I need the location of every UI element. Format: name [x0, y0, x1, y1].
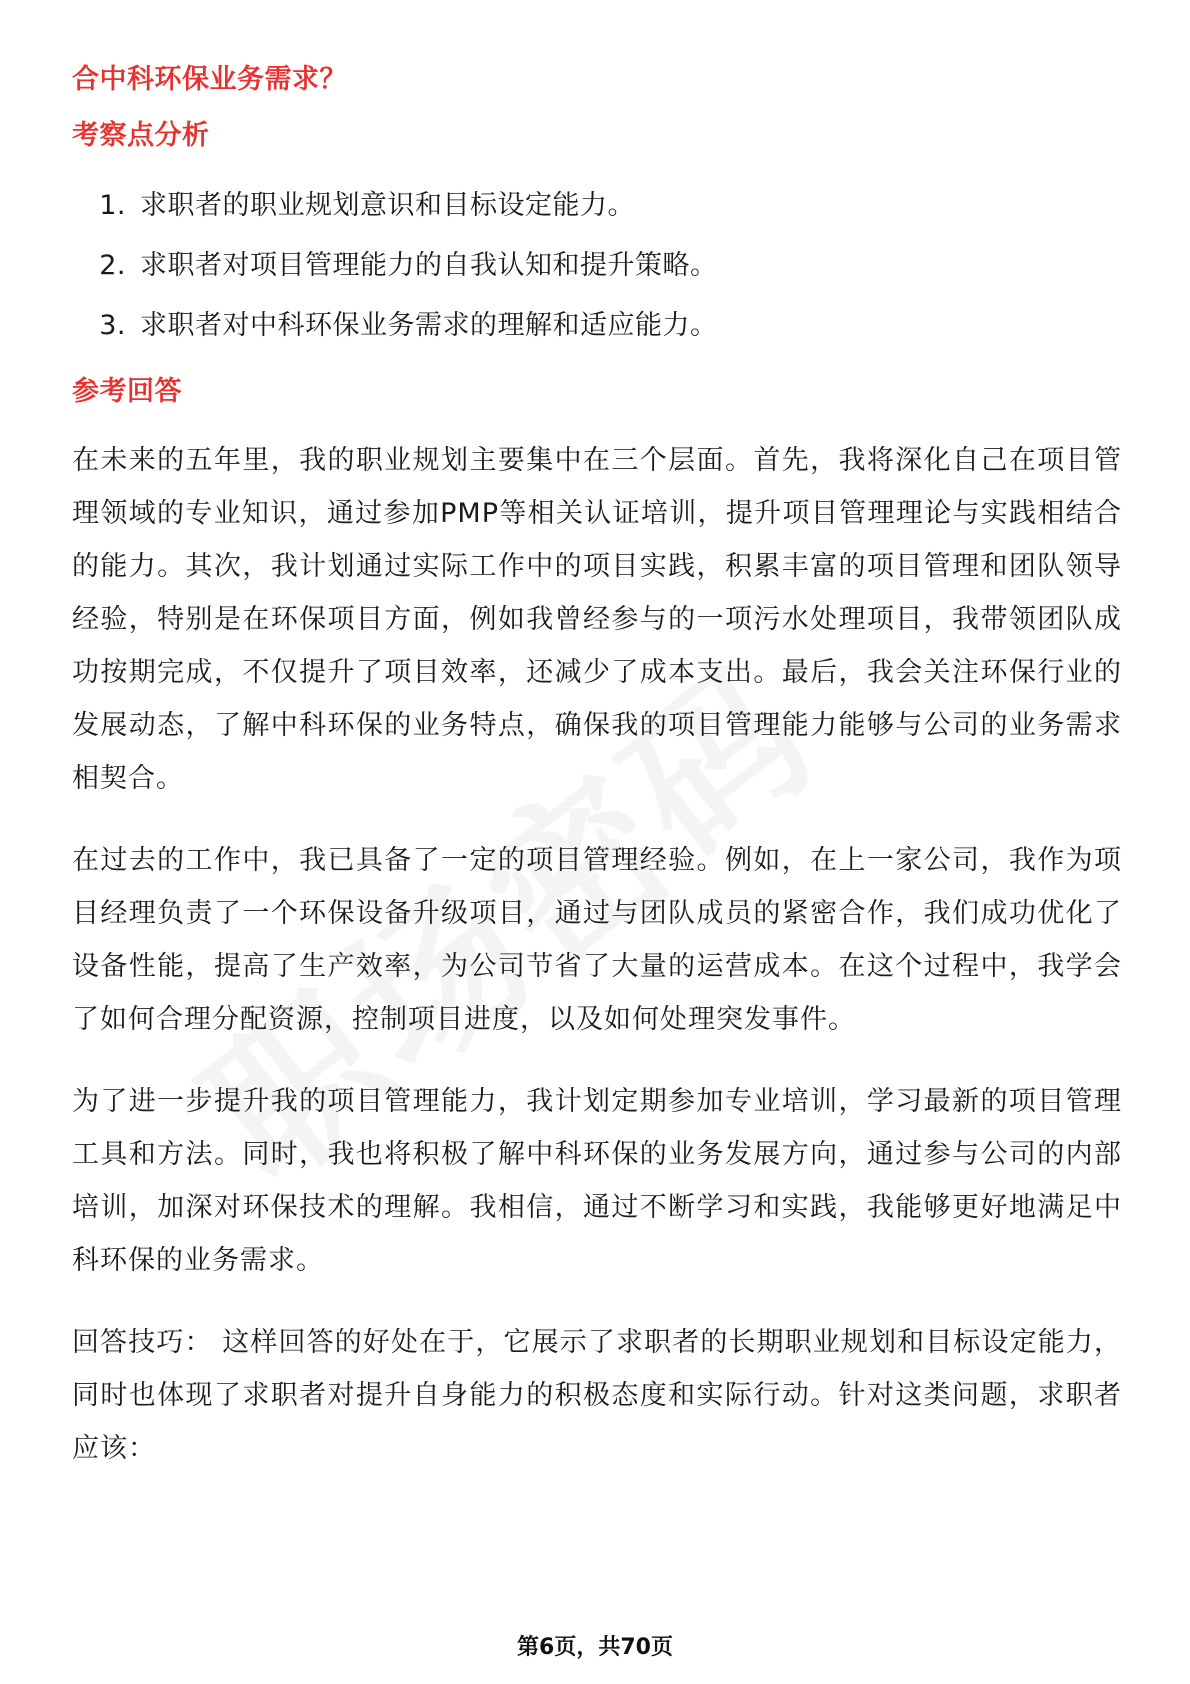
- page-content: [72, 52, 1122, 1504]
- list-item-text: 求职者对项目管理能力的自我认知和提升策略。: [140, 250, 718, 281]
- question-heading-continued: 合中科环保业务需求？: [72, 64, 347, 95]
- answer-paragraph-1: 在未来的五年里，我的职业规划主要集中在三个层面。首先，我将深化自己在项目管理领域的专业知识，通过参加PMP等相关认证培训，提升项目管理理论与实践相结合的能力。其次，我计划通过实际工作中的项目实践，积累丰富的项目管理和团队领导经验，特别是在环保项目方面，例如我曾经参与的一项污水处理项目，我带领团队成功按期完成，不仅提升了项目效率，还减少了成本支出。最后，我会关注环保行业的发展动态，了解中科环保的业务特点，确保我的项目管理能力能够与公司的业务需求相契合。: [72, 445, 1122, 794]
- answer-tips-paragraph: 回答技巧： 这样回答的好处在于，它展示了求职者的长期职业规划和目标设定能力，同时也体现了求职者对提升自身能力的积极态度和实际行动。针对这类问题，求职者应该：: [72, 1327, 1122, 1464]
- analysis-list: [72, 176, 1122, 356]
- answer-paragraph-2: 在过去的工作中，我已具备了一定的项目管理经验。例如，在上一家公司，我作为项目经理负责了一个环保设备升级项目，通过与团队成员的紧密合作，我们成功优化了设备性能，提高了生产效率，为公司节省了大量的运营成本。在这个过程中，我学会了如何合理分配资源，控制项目进度，以及如何处理突发事件。: [72, 845, 1122, 1035]
- answer-body: [72, 434, 1122, 1475]
- answer-heading: 参考回答: [72, 376, 182, 407]
- list-item: [72, 176, 1122, 236]
- list-item-number: 3.: [99, 310, 126, 341]
- list-item-text: 求职者对中科环保业务需求的理解和适应能力。: [140, 310, 718, 341]
- list-item: [72, 236, 1122, 296]
- answer-paragraph-3: 为了进一步提升我的项目管理能力，我计划定期参加专业培训，学习最新的项目管理工具和方法。同时，我也将积极了解中科环保的业务发展方向，通过参与公司的内部培训，加深对环保技术的理解。我相信，通过不断学习和实践，我能够更好地满足中科环保的业务需求。: [72, 1086, 1122, 1276]
- analysis-heading: 考察点分析: [72, 120, 210, 151]
- page-number-footer: 第6页，共70页: [517, 1635, 673, 1660]
- list-item-number: 1.: [99, 190, 126, 221]
- list-item-text: 求职者的职业规划意识和目标设定能力。: [140, 190, 635, 221]
- list-item: [72, 296, 1122, 356]
- list-item-number: 2.: [99, 250, 126, 281]
